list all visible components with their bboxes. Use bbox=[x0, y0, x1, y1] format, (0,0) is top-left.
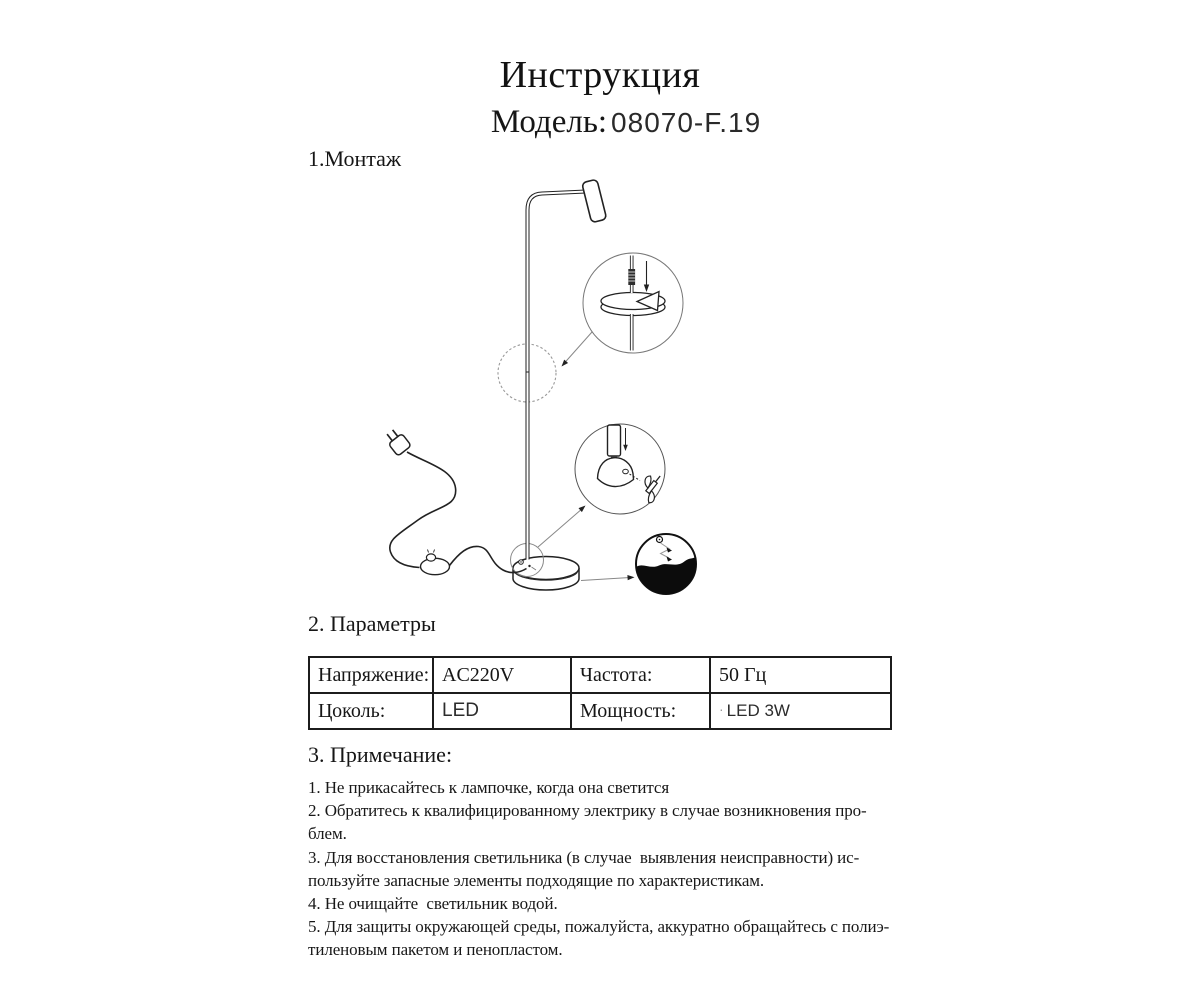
faint-dot: · bbox=[719, 701, 724, 717]
lamp-pole bbox=[526, 192, 587, 560]
param-label-frequency: Частота: bbox=[571, 657, 710, 693]
power-cord bbox=[390, 452, 527, 573]
parameters-table bbox=[308, 656, 892, 730]
param-label-power: Мощность: bbox=[571, 693, 710, 729]
model-value: 08070-F.19 bbox=[611, 107, 762, 138]
thread-section bbox=[628, 269, 635, 285]
param-value-voltage: AC220V bbox=[433, 657, 571, 693]
detail-circle-base-mount bbox=[575, 424, 668, 514]
note-line-3b: пользуйте запасные элементы подходящие по характеристикам. bbox=[308, 870, 765, 890]
parameters-row-2 bbox=[309, 693, 891, 729]
lamp-head bbox=[582, 179, 607, 223]
section-heading-montage: 1.Монтаж bbox=[308, 146, 402, 171]
section-heading-notes: 3. Примечание: bbox=[308, 742, 453, 767]
param-value-socket: LED bbox=[433, 693, 571, 729]
param-value-power-text: LED 3W bbox=[726, 701, 790, 720]
param-value-power bbox=[710, 693, 891, 729]
parameters-row-1 bbox=[309, 657, 891, 693]
power-plug-icon bbox=[383, 427, 411, 456]
foot-switch-icon bbox=[421, 550, 450, 575]
notes-list bbox=[308, 776, 889, 962]
page-title: Инструкция bbox=[499, 54, 701, 96]
param-label-socket: Цоколь: bbox=[309, 693, 433, 729]
section-heading-parameters: 2. Параметры bbox=[308, 611, 436, 636]
model-label: Модель: bbox=[490, 104, 608, 140]
assembly-diagram bbox=[300, 140, 900, 620]
param-label-voltage: Напряжение: bbox=[309, 657, 433, 693]
note-line-3: 3. Для восстановления светильника (в случае выявления неисправности) ис- bbox=[308, 847, 860, 867]
detail-circle-pole-assembly bbox=[583, 253, 683, 353]
note-line-4: 4. Не очищайте светильник водой. bbox=[308, 894, 558, 914]
note-line-2: 2. Обратитесь к квалифицированному электрику в случае возникновения про- bbox=[308, 801, 867, 821]
note-line-5b: тиленовым пакетом и пенопластом. bbox=[308, 940, 563, 960]
pole-end bbox=[608, 425, 621, 456]
note-line-2b: блем. bbox=[308, 824, 347, 844]
model-line bbox=[26, 104, 1200, 141]
note-line-1: 1. Не прикасайтесь к лампочке, когда она светится bbox=[308, 778, 670, 797]
detail-circle-base-underside bbox=[634, 534, 698, 596]
note-line-5: 5. Для защиты окружающей среды, пожалуйста, аккуратно обращайтесь с полиэ- bbox=[308, 917, 890, 937]
param-value-frequency: 50 Гц bbox=[710, 657, 891, 693]
